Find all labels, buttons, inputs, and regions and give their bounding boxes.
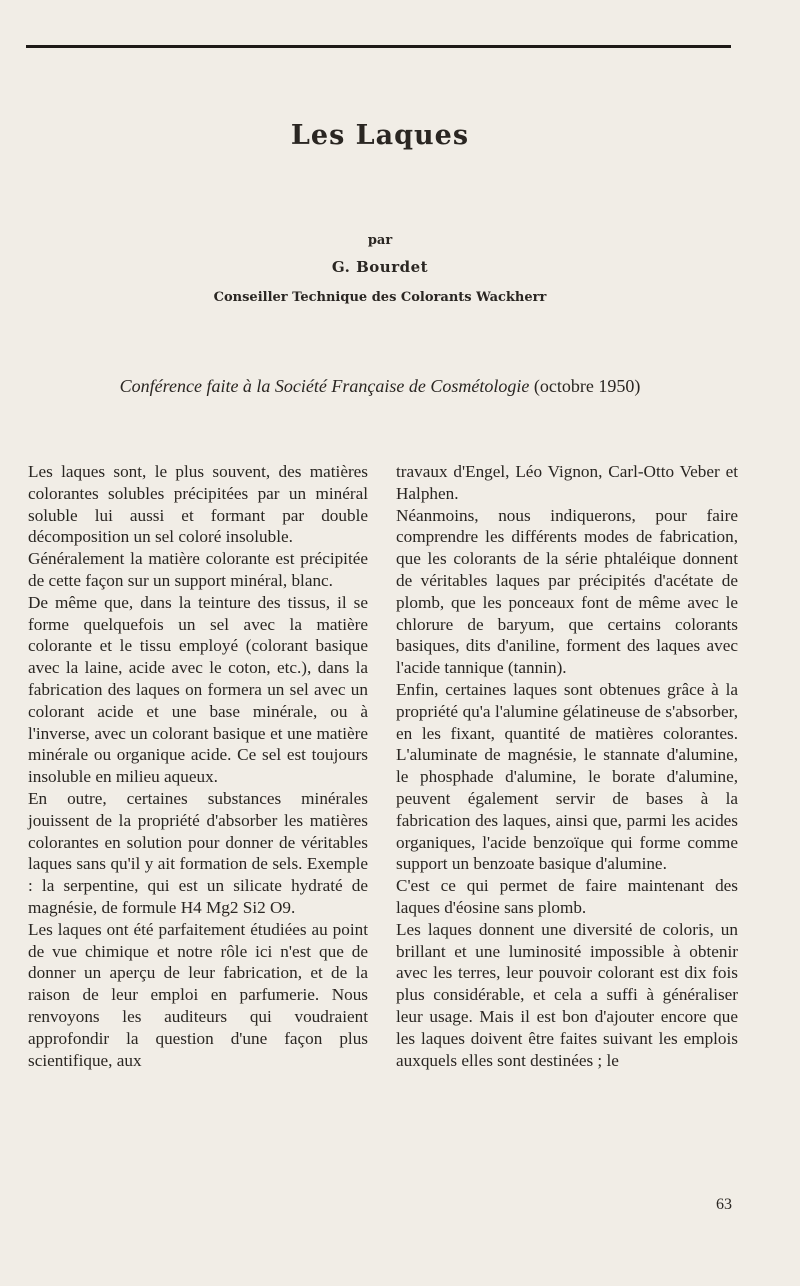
article-title: Les Laques [290, 120, 470, 151]
conference-line [0, 376, 760, 397]
paragraph: De même que, dans la teinture des tissus, il se forme quelquefois un sel avec la matière colorante et le tissu employé (colorant basique avec la laine, acide avec le coton, etc.), dans la fabrication des laques on formera un sel avec un colorant acide et une base minérale, ou à l'inverse, avec un colorant basique et une matière minérale ou organique acide. Ce sel est toujours insoluble en milieu aqueux. [28, 592, 368, 787]
page-number: 63 [716, 1196, 732, 1213]
right-column [396, 461, 738, 1071]
byline-par: par [367, 233, 393, 248]
paragraph: C'est ce qui permet de faire maintenant des laques d'éosine sans plomb. [396, 876, 738, 917]
paragraph: travaux d'Engel, Léo Vignon, Carl-Otto Veber et Halphen. [396, 462, 738, 503]
author-role: Conseiller Technique des Colorants Wackherr [213, 290, 547, 305]
paragraph: Généralement la matière colorante est précipitée de cette façon sur un support minéral, blanc. [28, 549, 368, 590]
paragraph: Néanmoins, nous indiquerons, pour faire comprendre les différents modes de fabrication, que les colorants de la série phtaléique donnent de véritables laques par précipités d'acétate de plomb, que les ponceaux font de même avec le chlorure de baryum, que certains colorants basiques, dits d'aniline, forment des laques avec l'acide tannique (tannin). [396, 505, 738, 678]
top-rule [26, 45, 731, 48]
paragraph: Les laques ont été parfaitement étudiées au point de vue chimique et notre rôle ici n'est que de donner un aperçu de leur fabrication, et de la raison de leur emploi en parfumerie. Nous renvoyons les auditeurs qui voudraient approfondir la question d'une façon plus scientifique, aux [28, 919, 368, 1070]
author-name: G. Bourdet [331, 258, 429, 276]
paragraph: Les laques donnent une diversité de coloris, un brillant et une luminosité impossible à obtenir avec les terres, leur pouvoir colorant est dix fois plus considérable, et cela a suffi à généraliser leur usage. Mais il est bon d'ajouter encore que les laques doivent être faites suivant les emplois auxquels elles sont destinées ; le [396, 919, 738, 1070]
paragraph: En outre, certaines substances minérales jouissent de la propriété d'absorber les matières colorantes en solution pour donner de véritables laques sans qu'il y ait formation de sels. Exemple : la serpentine, qui est un silicate hydraté de magnésie, de formule H4 Mg2 Si2 O9. [28, 788, 368, 917]
conference-title: Conférence faite à la Société Française de Cosmétologie [119, 376, 530, 396]
paragraph: Les laques sont, le plus souvent, des matières colorantes solubles précipitées par un minéral soluble lui aussi et formant par double décomposition un sel coloré insoluble. [28, 462, 368, 547]
left-column [28, 461, 368, 1071]
conference-date: (octobre 1950) [533, 376, 641, 396]
paragraph: Enfin, certaines laques sont obtenues grâce à la propriété qu'a l'alumine gélatineuse de s'absorber, en les fixant, quantité de matières colorantes. L'aluminate de magnésie, le stannate d'alumine, le phosphade d'alumine, le borate d'alumine, peuvent également servir de bases à la fabrication des laques, ainsi que, parmi les acides organiques, l'acide benzoïque qui forme comme support un benzoate basique d'alumine. [396, 679, 738, 874]
